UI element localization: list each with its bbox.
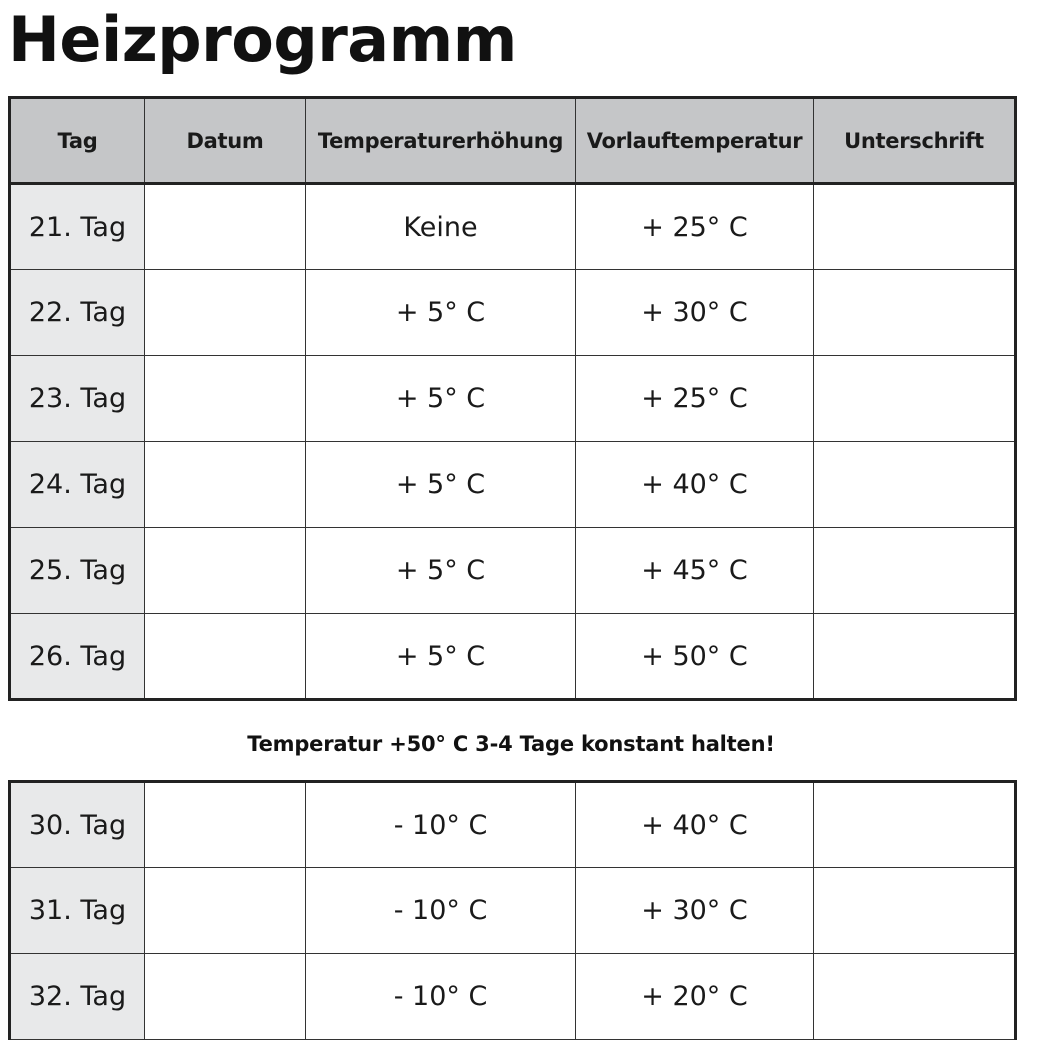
date-cell[interactable] bbox=[145, 442, 306, 528]
flow-temperature-cell: + 20° C bbox=[576, 954, 814, 1040]
page-title: Heizprogramm bbox=[8, 3, 517, 76]
signature-cell[interactable] bbox=[814, 528, 1016, 614]
date-cell[interactable] bbox=[145, 954, 306, 1040]
hold-temperature-note: Temperatur +50° C 3-4 Tage konstant halten! bbox=[247, 732, 775, 756]
flow-temperature-cell: + 40° C bbox=[576, 782, 814, 868]
day-cell: 32. Tag bbox=[10, 954, 145, 1040]
date-cell[interactable] bbox=[145, 356, 306, 442]
day-cell: 24. Tag bbox=[10, 442, 145, 528]
date-cell[interactable] bbox=[145, 868, 306, 954]
increase-cell: - 10° C bbox=[306, 954, 576, 1040]
table-row bbox=[10, 270, 1016, 356]
flow-temperature-cell: + 40° C bbox=[576, 442, 814, 528]
table-row bbox=[10, 954, 1016, 1040]
increase-cell: + 5° C bbox=[306, 614, 576, 700]
table-row bbox=[10, 614, 1016, 700]
table-row bbox=[10, 356, 1016, 442]
table-row bbox=[10, 528, 1016, 614]
day-cell: 21. Tag bbox=[10, 184, 145, 270]
column-header-vorlauftemperatur: Vorlauftemperatur bbox=[576, 98, 814, 184]
signature-cell[interactable] bbox=[814, 442, 1016, 528]
flow-temperature-cell: + 30° C bbox=[576, 270, 814, 356]
flow-temperature-cell: + 25° C bbox=[576, 356, 814, 442]
signature-cell[interactable] bbox=[814, 270, 1016, 356]
signature-cell[interactable] bbox=[814, 868, 1016, 954]
date-cell[interactable] bbox=[145, 528, 306, 614]
table-row bbox=[10, 184, 1016, 270]
day-cell: 22. Tag bbox=[10, 270, 145, 356]
flow-temperature-cell: + 25° C bbox=[576, 184, 814, 270]
cooling-schedule-table bbox=[8, 780, 1017, 1040]
table-row bbox=[10, 442, 1016, 528]
increase-cell: + 5° C bbox=[306, 356, 576, 442]
flow-temperature-cell: + 45° C bbox=[576, 528, 814, 614]
column-header-datum: Datum bbox=[145, 98, 306, 184]
day-cell: 26. Tag bbox=[10, 614, 145, 700]
table-header-row bbox=[10, 98, 1016, 184]
day-cell: 31. Tag bbox=[10, 868, 145, 954]
increase-cell: - 10° C bbox=[306, 868, 576, 954]
signature-cell[interactable] bbox=[814, 356, 1016, 442]
increase-cell: + 5° C bbox=[306, 528, 576, 614]
date-cell[interactable] bbox=[145, 184, 306, 270]
flow-temperature-cell: + 30° C bbox=[576, 868, 814, 954]
increase-cell: Keine bbox=[306, 184, 576, 270]
table-row bbox=[10, 868, 1016, 954]
signature-cell[interactable] bbox=[814, 184, 1016, 270]
signature-cell[interactable] bbox=[814, 954, 1016, 1040]
signature-cell[interactable] bbox=[814, 614, 1016, 700]
flow-temperature-cell: + 50° C bbox=[576, 614, 814, 700]
increase-cell: + 5° C bbox=[306, 442, 576, 528]
day-cell: 23. Tag bbox=[10, 356, 145, 442]
signature-cell[interactable] bbox=[814, 782, 1016, 868]
heating-schedule-table bbox=[8, 96, 1017, 701]
column-header-unterschrift: Unterschrift bbox=[814, 98, 1016, 184]
date-cell[interactable] bbox=[145, 614, 306, 700]
date-cell[interactable] bbox=[145, 270, 306, 356]
increase-cell: - 10° C bbox=[306, 782, 576, 868]
day-cell: 25. Tag bbox=[10, 528, 145, 614]
column-header-temperaturerhoehung: Temperaturerhöhung bbox=[306, 98, 576, 184]
day-cell: 30. Tag bbox=[10, 782, 145, 868]
column-header-tag: Tag bbox=[10, 98, 145, 184]
date-cell[interactable] bbox=[145, 782, 306, 868]
table-row bbox=[10, 782, 1016, 868]
increase-cell: + 5° C bbox=[306, 270, 576, 356]
